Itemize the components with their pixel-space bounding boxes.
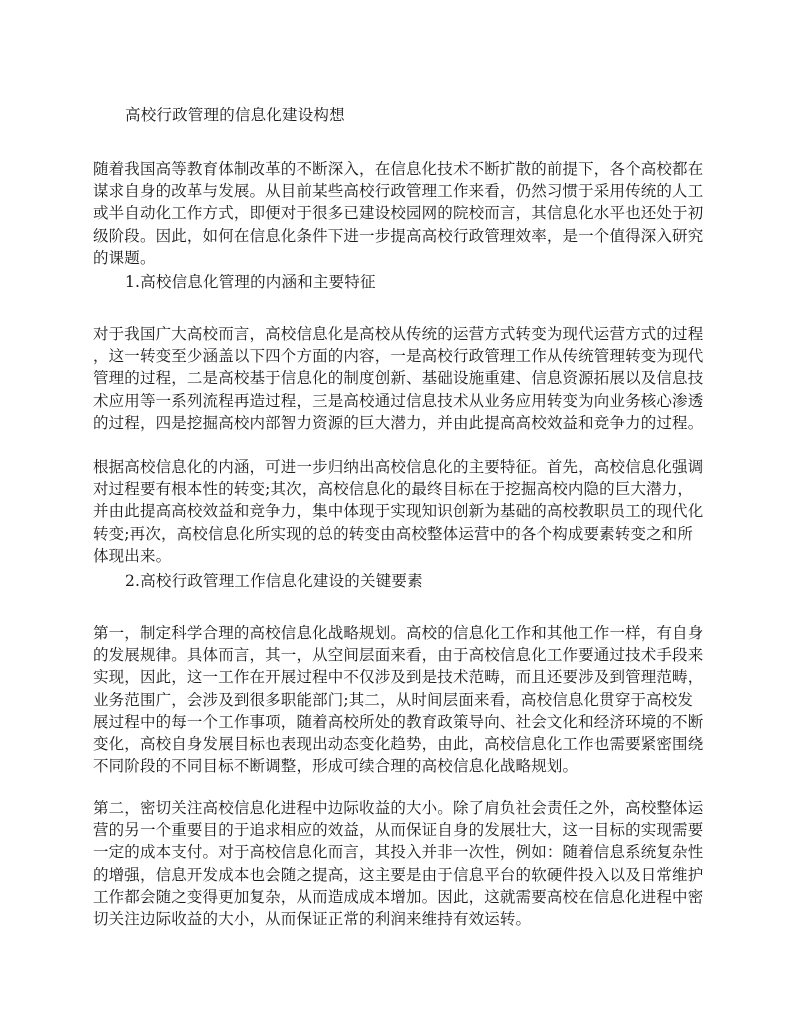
paragraph-line: ，这一转变至少涵盖以下四个方面的内容，一是高校行政管理工作从传统管理转变为现代 xyxy=(93,347,704,366)
paragraph-line: 展过程中的每一个工作事项，随着高校所处的教育政策导向、社会文化和经济环境的不断 xyxy=(93,712,704,731)
paragraph-line: 或半自动化工作方式，即便对于很多已建设校园网的院校而言，其信息化水平也还处于初 xyxy=(93,204,704,223)
paragraph-4 xyxy=(93,622,713,777)
paragraph-2 xyxy=(93,323,713,434)
paragraph-line: 工作都会随之变得更加复杂，从而造成成本增加。因此，这就需要高校在信息化进程中密 xyxy=(93,887,704,906)
paragraph-line: 不同阶段的不同目标不断调整，形成可续合理的高校信息化战略规划。 xyxy=(93,757,579,776)
section-heading-2: 2.高校行政管理工作信息化建设的关键要素 xyxy=(125,572,423,590)
paragraph-line: 的发展规律。具体而言，其一，从空间层面来看，由于高校信息化工作要通过技术手段来 xyxy=(93,646,704,665)
paragraph-line: 切关注边际收益的大小，从而保证正常的利润来维持有效运转。 xyxy=(93,910,532,929)
paragraph-line: 管理的过程，二是高校基于信息化的制度创新、基础设施重建、信息资源拓展以及信息技 xyxy=(93,369,704,388)
paragraph-line: 营的另一个重要目的于追求相应的效益，从而保证自身的发展壮大，这一目标的实现需要 xyxy=(93,821,704,840)
paragraph-line: 体现出来。 xyxy=(93,546,172,565)
paragraph-line: 根据高校信息化的内涵，可进一步归纳出高校信息化的主要特征。首先，高校信息化强调 xyxy=(93,458,704,476)
paragraph-line: 第二，密切关注高校信息化进程中边际收益的大小。除了肩负社会责任之外，高校整体运 xyxy=(93,799,704,817)
paragraph-line: 转变;再次，高校信息化所实现的总的转变由高校整体运营中的各个构成要素转变之和所 xyxy=(93,524,694,543)
paragraph-line: 级阶段。因此，如何在信息化条件下进一步提高高校行政管理效率，是一个值得深入研究 xyxy=(93,226,704,245)
section-heading-1: 1.高校信息化管理的内涵和主要特征 xyxy=(125,273,376,291)
paragraph-line: 随着我国高等教育体制改革的不断深入，在信息化技术不断扩散的前提下，各个高校都在 xyxy=(93,160,704,178)
paragraph-line: 术应用等一系列流程再造过程，三是高校通过信息技术从业务应用转变为向业务核心渗透 xyxy=(93,391,704,410)
paragraph-line: 的增强，信息开发成本也会随之提高，这主要是由于信息平台的软硬件投入以及日常维护 xyxy=(93,865,704,884)
paragraph-line: 并由此提高高校效益和竞争力，集中体现于实现知识创新为基础的高校教职员工的现代化 xyxy=(93,502,704,521)
paragraph-line: 第一，制定科学合理的高校信息化战略规划。高校的信息化工作和其他工作一样，有自身 xyxy=(93,624,704,642)
paragraph-1 xyxy=(93,158,713,269)
paragraph-line: 的过程，四是挖掘高校内部智力资源的巨大潜力，并由此提高高校效益和竞争力的过程。 xyxy=(93,413,704,432)
paragraph-line: 谋求自身的改革与发展。从目前某些高校行政管理工作来看，仍然习惯于采用传统的人工 xyxy=(93,182,704,201)
document-title: 高校行政管理的信息化建设构想 xyxy=(125,106,345,124)
paragraph-line: 实现，因此，这一工作在开展过程中不仅涉及到是技术范畴，而且还要涉及到管理范畴， xyxy=(93,668,704,687)
paragraph-line: 业务范围广，会涉及到很多职能部门;其二，从时间层面来看，高校信息化贯穿于高校发 xyxy=(93,690,694,709)
paragraph-line: 对过程要有根本性的转变;其次，高校信息化的最终目标在于挖掘高校内隐的巨大潜力， xyxy=(93,480,694,499)
paragraph-line: 一定的成本支付。对于高校信息化而言，其投入并非一次性，例如：随着信息系统复杂性 xyxy=(93,843,704,862)
paragraph-line: 变化，高校自身发展目标也表现出动态变化趋势，由此，高校信息化工作也需要紧密围绕 xyxy=(93,735,704,754)
paragraph-3 xyxy=(93,456,713,567)
paragraph-line: 的课题。 xyxy=(93,248,156,267)
paragraph-5 xyxy=(93,797,713,930)
paragraph-line: 对于我国广大高校而言，高校信息化是高校从传统的运营方式转变为现代运营方式的过程 xyxy=(93,325,704,343)
